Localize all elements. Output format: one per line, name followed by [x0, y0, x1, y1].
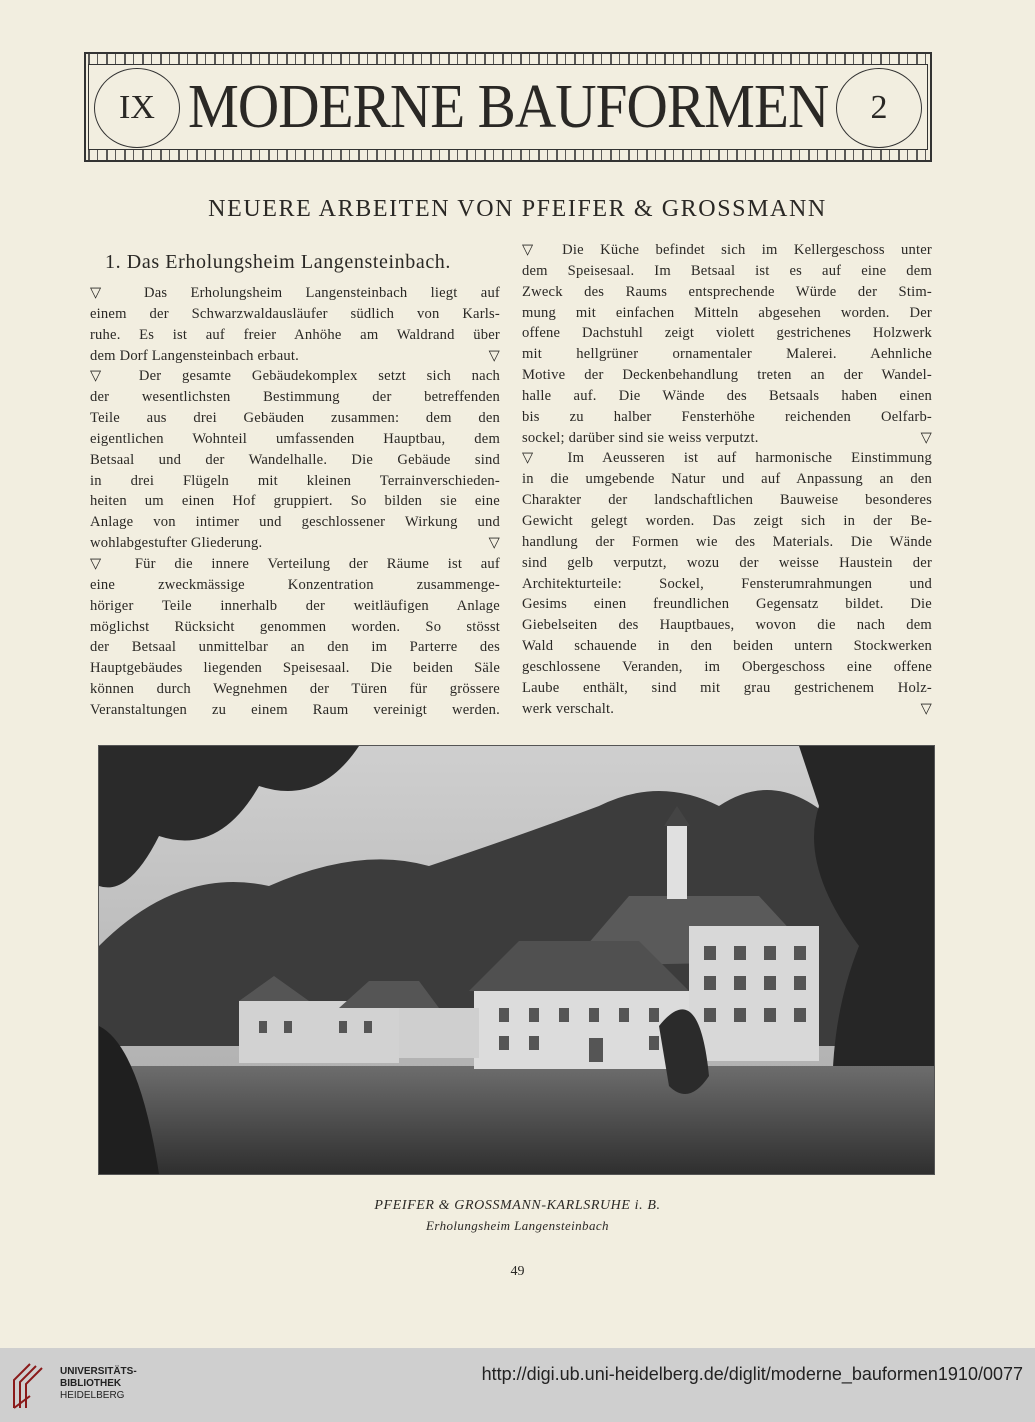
- text-line-content: werk verschalt.: [522, 700, 615, 717]
- right-text-column: [522, 240, 932, 719]
- text-line: ruhe. Es ist auf freier Anhöhe am Waldrand über: [90, 326, 500, 343]
- library-name: [60, 1366, 137, 1402]
- photo-caption-title: Erholungsheim Langensteinbach: [426, 1218, 609, 1233]
- paragraph-end-triangle-icon: ▽: [488, 347, 500, 364]
- text-line: möglichst Rücksicht genommen worden. So stösst: [90, 618, 500, 635]
- text-line: Gewicht gelegt worden. Das zeigt sich in der Be-: [522, 512, 932, 529]
- text-line: Gesims einen freundlichen Gegensatz bildet. Die: [522, 596, 932, 613]
- text-line: Architekturteile: Sockel, Fensterumrahmungen und: [522, 575, 932, 592]
- text-line: der Betsaal unmittelbar an den im Parterre des: [90, 639, 500, 656]
- library-logo-icon: [10, 1358, 50, 1412]
- text-line: dem Speisesaal. Im Betsaal ist es auf eine dem: [522, 262, 932, 279]
- photo-illustration: [99, 746, 934, 1174]
- text-line: [522, 428, 932, 449]
- paragraph-end-triangle-icon: ▽: [920, 700, 932, 717]
- text-line: halle auf. Die Wände des Betsaals haben einen: [522, 387, 932, 404]
- volume-number: IX: [94, 68, 180, 148]
- text-line: mung mit einfachen Mitteln abgesehen worden. Der: [522, 304, 932, 321]
- text-line: heiten um einen Hof gruppiert. So bilden sie eine: [90, 493, 500, 510]
- library-name-line: HEIDELBERG: [60, 1390, 125, 1401]
- text-line: können durch Wegnehmen der Türen für grössere: [90, 681, 500, 698]
- issue-number: 2: [836, 68, 922, 148]
- text-line-content: dem Dorf Langensteinbach erbaut.: [90, 347, 300, 364]
- text-line: Charakter der landschaftlichen Bauweise besonderes: [522, 492, 932, 509]
- library-footer: [0, 1348, 1035, 1422]
- library-name-line: UNIVERSITÄTS-: [60, 1366, 137, 1377]
- ornament-band: [88, 54, 928, 64]
- text-line: ▽ Für die innere Verteilung der Räume ist auf: [90, 555, 500, 572]
- text-line: [522, 699, 932, 720]
- building-photograph: [98, 745, 935, 1175]
- text-line: Laube enthält, sind mit grau gestrichenem Holz-: [522, 679, 932, 696]
- ornament-band: [88, 150, 928, 160]
- text-line: eine zweckmässige Konzentration zusammenge-: [90, 576, 500, 593]
- text-line: [90, 533, 500, 554]
- library-name-line: BIBLIOTHEK: [60, 1378, 122, 1389]
- text-line: in drei Flügeln mit kleinen Terrainverschieden-: [90, 472, 500, 489]
- text-line: Teile aus drei Gebäuden zusammen: dem den: [90, 410, 500, 427]
- text-line: sind gelb verputzt, wozu der weisse Haustein der: [522, 554, 932, 571]
- paragraph-end-triangle-icon: ▽: [488, 535, 500, 552]
- text-line: eigentlichen Wohnteil umfassenden Hauptbau, dem: [90, 430, 500, 447]
- text-line: in die umgebende Natur und auf Anpassung an den: [522, 471, 932, 488]
- journal-title: MODERNE BAUFORMEN: [187, 73, 829, 141]
- text-line: Betsaal und der Wandelhalle. Die Gebäude sind: [90, 451, 500, 468]
- text-line: geschlossene Veranden, im Obergeschoss eine offene: [522, 658, 932, 675]
- text-line: handlung der Formen wie des Materials. Die Wände: [522, 533, 932, 550]
- text-line: Zweck des Raums entsprechende Würde der Stim-: [522, 283, 932, 300]
- text-line: ▽ Der gesamte Gebäudekomplex setzt sich nach: [90, 368, 500, 385]
- text-line-content: sockel; darüber sind sie weiss verputzt.: [522, 429, 759, 446]
- text-line: ▽ Die Küche befindet sich im Kellergeschoss unter: [522, 242, 932, 258]
- text-line: Veranstaltungen zu einem Raum vereinigt werden.: [90, 701, 500, 718]
- text-line-content: wohlabgestufter Gliederung.: [90, 535, 263, 552]
- article-headline: NEUERE ARBEITEN VON PFEIFER & GROSSMANN: [208, 196, 827, 222]
- text-line: Anlage von intimer und geschlossener Wirkung und: [90, 514, 500, 531]
- source-url-link[interactable]: http://digi.ub.uni-heidelberg.de/diglit/moderne_bauformen1910/0077: [481, 1364, 1023, 1384]
- text-line: der wesentlichsten Bestimmung der betreffenden: [90, 389, 500, 406]
- page-number: 49: [510, 1264, 525, 1279]
- section-title: 1. Das Erholungsheim Langensteinbach.: [105, 251, 452, 273]
- journal-title-wrap: [184, 72, 832, 142]
- text-line: Hauptgebäudes liegenden Speisesaal. Die beiden Säle: [90, 660, 500, 677]
- left-text-column: [90, 283, 500, 721]
- text-line: [90, 346, 500, 367]
- text-line: ▽ Das Erholungsheim Langensteinbach liegt auf: [90, 285, 500, 301]
- text-line: mit hellgrüner ornamentaler Malerei. Aehnliche: [522, 346, 932, 363]
- text-line: Giebelseiten des Hauptbaues, wovon die nach dem: [522, 617, 932, 634]
- text-line: Motive der Deckenbehandlung treten an der Wandel-: [522, 367, 932, 384]
- text-line: einem der Schwarzwaldausläufer südlich von Karls-: [90, 305, 500, 322]
- paragraph-end-triangle-icon: ▽: [920, 429, 932, 446]
- text-line: bis zu halber Fensterhöhe reichenden Oelfarb-: [522, 408, 932, 425]
- masthead: [84, 52, 932, 162]
- photo-caption-architects: PFEIFER & GROSSMANN-KARLSRUHE i. B.: [374, 1198, 661, 1213]
- text-line: Wald schauende in den beiden untern Stockwerken: [522, 638, 932, 655]
- text-line: höriger Teile innerhalb der weitläufigen Anlage: [90, 597, 500, 614]
- text-line: ▽ Im Aeusseren ist auf harmonische Einstimmung: [522, 450, 932, 467]
- text-line: offene Dachstuhl zeigt violett gestrichenes Holzwerk: [522, 325, 932, 342]
